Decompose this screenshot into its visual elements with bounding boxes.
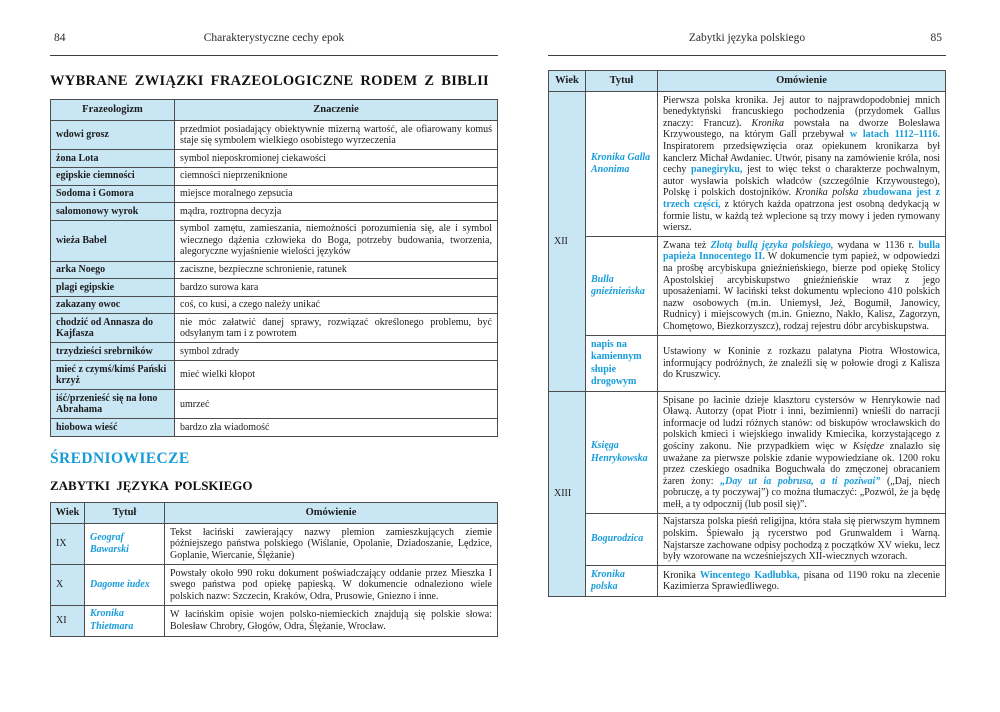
text-segment: jest to więc tekst o charakterze pochwalnym, autor wysławia polskich władców (szczególnie Krzywoustego), Polskę i polskich dostojników. xyxy=(663,164,940,199)
description-cell xyxy=(165,524,498,565)
description-cell xyxy=(165,605,498,636)
century-cell: XI xyxy=(51,605,85,636)
description-cell xyxy=(658,513,946,565)
meaning-cell: symbol zamętu, zamieszania, niemożności porozumienia się, ale i symbol wiecznego dążenia człowieka do Boga, potrzeby budowania, tworzenia, alegoryczne wyjaśnienie wielości języków xyxy=(175,220,498,261)
divider-rule xyxy=(50,55,498,56)
term-cell: żona Lota xyxy=(51,150,175,168)
running-head-right xyxy=(548,32,946,48)
table-row xyxy=(51,314,498,343)
term-cell: arka Noego xyxy=(51,261,175,279)
column-header: Omówienie xyxy=(165,503,498,524)
text-segment: („Daj, niech pobruczę, a ty poczywaj”) co można tłumaczyć: „Pozwól, że ja będę mełł, a ty odpocznij (lub posil się)”. xyxy=(663,475,940,510)
text-segment: pisana od 1190 roku na zlecenie Kazimierza Sprawiedliwego. xyxy=(663,569,940,593)
text-segment: W dokumencie tym papież, w odpowiedzi na prośbę arcybiskupa gnieźnieńskiego, bierze pod opiekę Stolicy Apostolskiej arcybiskupstwo gnieźnieńskie wraz z jego uposażeniami. W łaciński tekst dokumentu wpleciono 410 polskich nazw osobowych (m.in. Uniemysł, Jeż, Bogumił, Janowicy, Rudnicy) i miejscowych (m.in. Gniezno, Nakło, Kalisz, Zagorzyn, Chomętowo, Biezkorzyszcz), rodzaj rejestru dóbr arcybiskupstwa. xyxy=(663,251,940,332)
description-cell xyxy=(658,392,946,514)
column-header: Omówienie xyxy=(658,71,946,92)
monuments-table-left xyxy=(50,502,498,637)
century-cell: XII xyxy=(549,92,586,392)
text-segment: Tekst łaciński zawierający nazwy plemion zamieszkujących ziemie późniejszego państwa polskiego (Wiślanie, Opolanie, Dziadoszanie, Lędzice, Goplanie, Wiercanie, Ślężanie) xyxy=(170,526,492,561)
text-segment: Kronika polska xyxy=(795,187,859,199)
text-segment: Zwana też xyxy=(663,239,711,251)
meaning-cell: przedmiot posiadający obiektywnie mizerną wartość, ale ofiarowany komuś staje się symbolem wielkiego osobistego wyrzeczenia xyxy=(175,121,498,150)
table-row xyxy=(51,390,498,419)
text-segment: panegiryku, xyxy=(691,164,743,176)
table-row xyxy=(51,279,498,297)
table-row xyxy=(51,261,498,279)
description-cell xyxy=(658,92,946,237)
text-segment: w latach 1112–1116. xyxy=(849,129,940,141)
term-cell: Sodoma i Gomora xyxy=(51,185,175,203)
text-segment: Złotą bullą języka polskiego, xyxy=(710,239,834,251)
table-row xyxy=(549,336,946,392)
text-segment: Spisane po łacinie dzieje klasztoru cystersów w Henrykowie nad Oławą. Autorzy (opat Piotr i inni, bezimienni) wnieśli do narracji informacje od ludzi różnych stanów: od biskupów wrocławskich do polskich kmieci i wiejskiego inwalidy Kmiecika, korzystającego z gościny zakonu. Nie przypadkiem więc w xyxy=(663,394,940,452)
column-header: Frazeologizm xyxy=(51,100,175,121)
running-head-left xyxy=(50,32,498,48)
title-cell: Kronika Galla Anonima xyxy=(586,92,658,237)
text-segment: Pierwsza polska kronika. Jej autor to najprawdopodobniej mnich benedyktyński francuskiego pochodzenia (przydomek Gallus znaczy: Francuz). xyxy=(663,94,940,129)
table-row xyxy=(51,565,498,606)
subsection-title: ZABYTKI JĘZYKA POLSKIEGO xyxy=(50,478,253,494)
meaning-cell: symbol nieposkromionej ciekawości xyxy=(175,150,498,168)
text-segment: Ustawiony w Koninie z rozkazu palatyna Piotra Włostowica, informujący podróżnych, że znaleźli się w połowie drogi z Kalisza do Kruszwicy. xyxy=(663,346,940,381)
text-segment: W łacińskim opisie wojen polsko-niemieckich znajdują się polskie słowa: Bolesław Chrobry, Głogów, Odra, Ślężanie, Wrocław. xyxy=(170,609,492,632)
page-right xyxy=(548,0,946,597)
epoch-heading: ŚREDNIOWIECZE xyxy=(50,450,190,468)
page-left xyxy=(50,0,498,637)
text-segment: Powstały około 990 roku dokument poświadczający oddanie przez Mieszka I swego państwa pod opiekę papieską. W dokumencie odnaleziono wiele polskich nazw: Szczecin, Kraków, Odra, Prusowie, Gniezno i inne. xyxy=(170,567,492,602)
table-row xyxy=(51,220,498,261)
table-row xyxy=(51,343,498,361)
text-segment: zbudowana jest z trzech części, xyxy=(663,187,940,211)
table-row xyxy=(51,361,498,390)
term-cell: iść/przenieść się na łono Abrahama xyxy=(51,390,175,419)
column-header: Wiek xyxy=(549,71,586,92)
meaning-cell: nie móc załatwić danej sprawy, rozwiązać określonego problemu, być odsyłanym tam i z powrotem xyxy=(175,314,498,343)
table-row xyxy=(51,150,498,168)
text-segment: z których każda opatrzona jest osobną dedykacją w formie listu, w każdą też wplecione są trzy mowy i jeden rymowany wiersz. xyxy=(663,199,940,234)
meaning-cell: bardzo zła wiadomość xyxy=(175,419,498,437)
term-cell: wieża Babel xyxy=(51,220,175,261)
meaning-cell: symbol zdrady xyxy=(175,343,498,361)
description-cell xyxy=(658,336,946,392)
table-row xyxy=(51,296,498,314)
page-number: 84 xyxy=(54,32,66,44)
title-cell: Geograf Bawarski xyxy=(85,524,165,565)
description-cell xyxy=(658,566,946,597)
description-cell xyxy=(165,565,498,606)
text-segment: Kronika xyxy=(663,569,700,581)
term-cell: egipskie ciemności xyxy=(51,167,175,185)
table-row xyxy=(51,419,498,437)
text-segment: bulla papieża Innocentego II. xyxy=(663,239,940,263)
column-header: Wiek xyxy=(51,503,85,524)
century-cell: X xyxy=(51,565,85,606)
term-cell: plagi egipskie xyxy=(51,279,175,297)
description-cell xyxy=(658,237,946,336)
table-row xyxy=(51,185,498,203)
running-header: Zabytki języka polskiego xyxy=(688,32,806,44)
section-title: WYBRANE ZWIĄZKI FRAZEOLOGICZNE RODEM Z BIBLII xyxy=(50,73,490,89)
century-cell: XIII xyxy=(549,392,586,597)
column-header: Tytuł xyxy=(85,503,165,524)
table-row xyxy=(549,392,946,514)
meaning-cell: coś, co kusi, a czego należy unikać xyxy=(175,296,498,314)
text-segment: Wincentego Kadłubka, xyxy=(699,569,800,581)
table-row xyxy=(549,92,946,237)
table-row xyxy=(549,237,946,336)
meaning-cell: zaciszne, bezpieczne schronienie, ratunek xyxy=(175,261,498,279)
table-row xyxy=(549,513,946,565)
table-row xyxy=(549,566,946,597)
title-cell: Kronika polska xyxy=(586,566,658,597)
title-cell: napis na kamiennym słupie drogowym xyxy=(586,336,658,392)
term-cell: trzydzieści srebrników xyxy=(51,343,175,361)
text-segment: Księdze xyxy=(852,440,885,452)
meaning-cell: umrzeć xyxy=(175,390,498,419)
text-segment: „Day ut ia pobrusa, a ti poziwai” xyxy=(720,475,881,487)
century-cell: IX xyxy=(51,524,85,565)
running-header: Charakterystyczne cechy epok xyxy=(203,32,345,44)
table-row xyxy=(51,524,498,565)
text-segment: Kronika xyxy=(751,117,784,129)
table-row xyxy=(51,167,498,185)
term-cell: wdowi grosz xyxy=(51,121,175,150)
term-cell: zakazany owoc xyxy=(51,296,175,314)
title-cell: Dagome iudex xyxy=(85,565,165,606)
text-segment: Najstarsza polska pieśń religijna, która stała się pierwszym hymnem polskim. Śpiewało ją rycerstwo pod Grunwaldem i Warną. Najstarsze zachowane odpisy pochodzą z początków XV wieku, lecz były wzorowane na wcześniejszych XII-wiecznych wzorach. xyxy=(663,516,940,563)
meaning-cell: mądra, roztropna decyzja xyxy=(175,203,498,221)
meaning-cell: miejsce moralnego zepsucia xyxy=(175,185,498,203)
meaning-cell: mieć wielki kłopot xyxy=(175,361,498,390)
header-row xyxy=(51,503,498,524)
text-segment: powstała na dworze Bolesława Krzywoustego, na którym Gall przebywał xyxy=(663,117,940,141)
title-cell: Bogurodzica xyxy=(586,513,658,565)
table-row xyxy=(51,203,498,221)
title-cell: Księga Henrykowska xyxy=(586,392,658,514)
term-cell: chodzić od Annasza do Kajfasza xyxy=(51,314,175,343)
title-cell: Bulla gnieźnieńska xyxy=(586,237,658,336)
phraseology-table xyxy=(50,99,498,437)
meaning-cell: bardzo surowa kara xyxy=(175,279,498,297)
meaning-cell: ciemności nieprzeniknione xyxy=(175,167,498,185)
term-cell: salomonowy wyrok xyxy=(51,203,175,221)
column-header: Tytuł xyxy=(586,71,658,92)
header-row xyxy=(51,100,498,121)
column-header: Znaczenie xyxy=(175,100,498,121)
text-segment: Inspiratorem przedsięwzięcia oraz opiekunem kronikarza był kanclerz Michał Awdaniec. Utwór, pisany na zamówienie króla, nosi cechy xyxy=(663,141,940,176)
monuments-table-right xyxy=(548,70,946,597)
divider-rule xyxy=(548,55,946,56)
term-cell: hiobowa wieść xyxy=(51,419,175,437)
header-row xyxy=(549,71,946,92)
title-cell: Kronika Thietmara xyxy=(85,605,165,636)
text-segment: wydana w 1136 r. xyxy=(833,239,919,251)
term-cell: mieć z czymś/kimś Pański krzyż xyxy=(51,361,175,390)
text-segment: znalazło się uważane za pierwsze polskie zdanie wypowiedziane ok. 1200 roku przez czeskiego osadnika Boguchwała do zmęczonej obracaniem żaren żony: xyxy=(663,440,940,487)
page-number: 85 xyxy=(930,32,942,44)
table-row xyxy=(51,121,498,150)
table-row xyxy=(51,605,498,636)
